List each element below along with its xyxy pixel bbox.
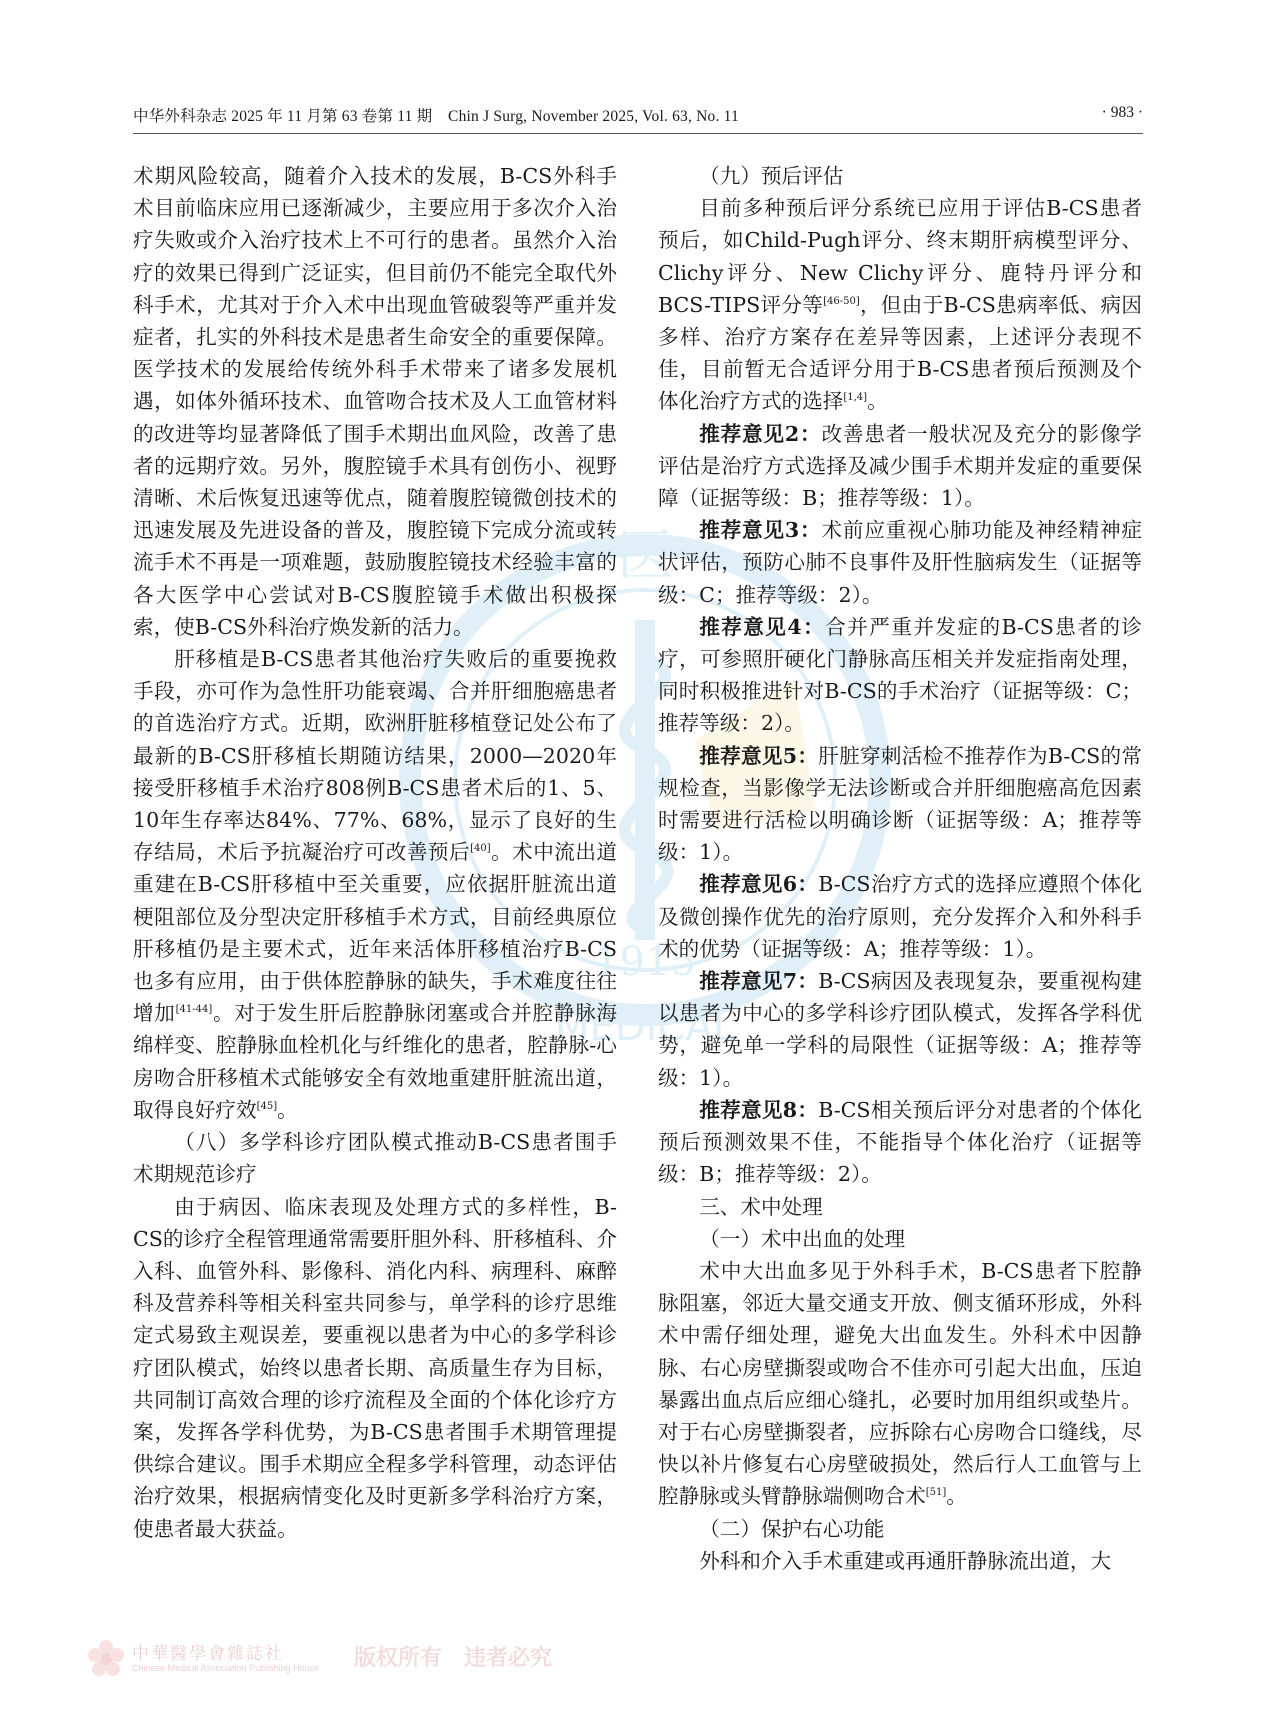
section-heading-prognosis: （九）预后评估: [699, 164, 844, 188]
section-heading-intraop: 三、术中处理: [699, 1194, 823, 1219]
publisher-name-cn: 中華醫學會雜誌社: [132, 1644, 284, 1664]
running-header: [133, 104, 1143, 128]
flower-logo-icon: [86, 1639, 126, 1679]
citation-ref: [46-50]: [823, 295, 860, 307]
paragraph-mdt: 由于病因、临床表现及处理方式的多样性，B-CS的诊疗全程管理通常需要肝胆外科、肝移植科、介入科、血管外科、影像科、消化内科、病理科、麻醉科及营养科等相关科室共同参与，单学科的诊疗思维定式易致主观误差，要重视以患者为中心的多学科诊疗团队模式，始终以患者长期、高质量生存为目标，共同制订高效合理的诊疗流程及全面的个体化诊疗方案，发挥各学科优势，为B-CS患者围手术期管理提供综合建议。围手术期应全程多学科管理，动态评估治疗效果，根据病情变化及时更新多学科治疗方案，使患者最大获益。: [133, 1194, 617, 1541]
seal-en: MEDICAL: [555, 1004, 735, 1050]
recommendation-4: 推荐意见4：合并严重并发症的B-CS患者的诊疗，可参照肝硬化门静脉高压相关并发症指南处理，同时积极推进针对B-CS的手术治疗（证据等级：C；推荐等级：2）。: [658, 614, 1142, 736]
paragraph-surgery-continued: 术期风险较高，随着介入技术的发展，B-CS外科手术目前临床应用已逐渐减少，主要应用于多次介入治疗失败或介入治疗技术上不可行的患者。虽然介入治疗的效果已得到广泛证实，但目前仍不能完全取代外科手术，尤其对于介入术中出现血管破裂等严重并发症者，扎实的外科技术是患者生命安全的重要保障。医学技术的发展给传统外科手术带来了诸多发展机遇，如体外循环技术、血管吻合技术及人工血管材料的改进等均显著降低了围手术期出血风险，改善了患者的远期疗效。另外，腹腔镜手术具有创伤小、视野清晰、术后恢复迅速等优点，随着腹腔镜微创技术的迅速发展及先进设备的普及，腹腔镜下完成分流或转流手术不再是一项难题，鼓励腹腔镜技术经验丰富的各大医学中心尝试对B-CS腹腔镜手术做出积极探索，使B-CS外科治疗焕发新的活力。: [133, 164, 617, 639]
recommendation-7: 推荐意见7：B-CS病因及表现复杂，要重视构建以患者为中心的多学科诊疗团队模式，发挥各学科优势，避免单一学科的局限性（证据等级：A；推荐等级：1）。: [658, 969, 1142, 1090]
paragraph-prognosis: 目前多种预后评分系统已应用于评估B-CS患者预后，如Child-Pugh评分、终末期肝病模型评分、Clichy评分、New Clichy评分、鹿特丹评分和BCS-TIPS评分等[46-50]，但由于B-CS患病率低、病因多样、治疗方案存在差异等因素，上述评分表现不佳，目前暂无合适评分用于B-CS患者预后预测及个体化治疗方式的选择[1,4]。: [658, 196, 1142, 414]
right-column: [658, 160, 1142, 1577]
citation-ref: [40]: [470, 843, 491, 855]
recommendation-8: 推荐意见8：B-CS相关预后评分对患者的个体化预后预测效果不佳，不能指导个体化治疗（证据等级：B；推荐等级：2）。: [658, 1097, 1142, 1187]
seal-year: 1915: [594, 939, 696, 985]
section-heading-mdt: （八）多学科诊疗团队模式推动B-CS患者围手术期规范诊疗: [133, 1130, 617, 1187]
paragraph-right-heart: 外科和介入手术重建或再通肝静脉流出道，大: [699, 1548, 1112, 1573]
citation-ref: [51]: [925, 1487, 947, 1499]
recommendation-3: 推荐意见3：术前应重视心肺功能及神经精神症状评估，预防心肺不良事件及肝性脑病发生（证据等级：C；推荐等级：2）。: [658, 518, 1142, 607]
citation-ref: [1,4]: [843, 392, 868, 404]
seal-top-text: 医: [617, 524, 673, 589]
header-rule: [133, 133, 1143, 134]
publisher-watermark: [82, 1633, 602, 1693]
paragraph-liver-transplant: 肝移植是B-CS患者其他治疗失败后的重要挽救手段，亦可作为急性肝功能衰竭、合并肝细胞癌患者的首选治疗方式。近期，欧洲肝脏移植登记处公布了最新的B-CS肝移植长期随访结果，2000—2020年接受肝移植手术治疗808例B-CS患者术后的1、5、10年生存率达84%、77%、68%，显示了良好的生存结局，术后予抗凝治疗可改善预后[40]。术中流出道重建在B-CS肝移植中至关重要，应依据肝脏流出道梗阻部位及分型决定肝移植手术方式，目前经典原位肝移植仍是主要术式，近年来活体肝移植治疗B-CS也多有应用，由于供体腔静脉的缺失，手术难度往往增加[41-44]。对于发生肝后腔静脉闭塞或合并腔静脉海绵样变、腔静脉血栓机化与纤维化的患者，腔静脉-心房吻合肝移植术式能够安全有效地重建肝脏流出道，取得良好疗效[45]。: [133, 647, 618, 1122]
recommendation-5: 推荐意见5：肝脏穿刺活检不推荐作为B-CS的常规检查，当影像学无法诊断或合并肝细胞癌高危因素时需要进行活检以明确诊断（证据等级：A；推荐等级：1）。: [658, 743, 1142, 865]
page-number: · 983 ·: [1101, 104, 1143, 121]
recommendation-2: 推荐意见2：改善患者一般状况及充分的影像学评估是治疗方式选择及减少围手术期并发症的重要保障（证据等级：B；推荐等级：1）。: [658, 421, 1142, 511]
subsection-heading-right-heart: （二）保护右心功能: [699, 1516, 885, 1541]
subsection-heading-bleeding: （一）术中出血的处理: [699, 1226, 906, 1251]
publisher-name-en: Chinese Medical Association Publishing House: [132, 1663, 320, 1673]
paragraph-bleeding: 术中大出血多见于外科手术，B-CS患者下腔静脉阻塞，邻近大量交通支开放、侧支循环形成，外科术中需仔细处理，避免大出血发生。外科术中因静脉、右心房壁撕裂或吻合不佳亦可引起大出血，压迫暴露出血点后应细心缝扎，必要时加用组织或垫片。对于右心房壁撕裂者，应拆除右心房吻合口缝线，尽快以补片修复右心房壁破损处，然后行人工血管与上腔静脉或头臂静脉端侧吻合术[51]。: [658, 1258, 1142, 1509]
copyright-slogan: 版权所有 违者必究: [354, 1645, 553, 1671]
citation-ref: [45]: [256, 1100, 278, 1112]
recommendation-6: 推荐意见6：B-CS治疗方式的选择应遵照个体化及微创操作优先的治疗原则，充分发挥介入和外科手术的优势（证据等级：A；推荐等级：1）。: [658, 872, 1142, 961]
journal-citation: 中华外科杂志 2025 年 11 月第 63 卷第 11 期 Chin J Surg, November 2025, Vol. 63, No. 11: [133, 108, 739, 125]
left-column: [133, 160, 617, 1545]
citation-ref: [41-44]: [175, 1004, 213, 1016]
